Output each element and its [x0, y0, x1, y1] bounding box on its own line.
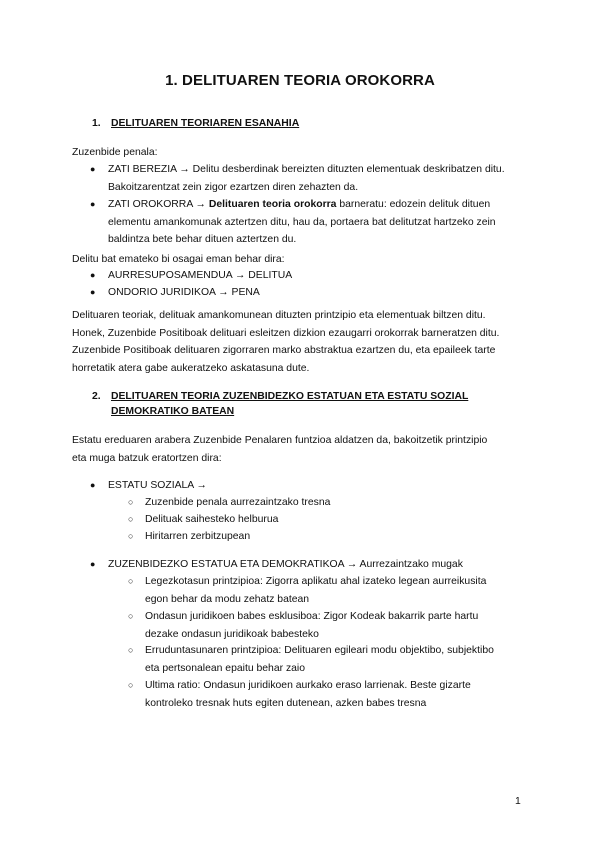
list-text: ZATI OROKORRA →	[108, 199, 209, 210]
list-item: AURRESUPOSAMENDUA → DELITUA	[108, 270, 293, 281]
sub-list-item	[145, 642, 530, 677]
paragraph-line: Honek, Zuzenbide Positiboak delituari esleitzen dizkion ezaugarri orokorrak barneratzen ditu.	[72, 327, 500, 339]
list-line: baldintza bete behar dituen aztertzen du.	[108, 234, 297, 245]
bullet-icon: ●	[90, 287, 96, 297]
section-title-line: DELITUAREN TEORIA ZUZENBIDEZKO ESTATUAN ETA ESTATU SOZIAL	[111, 391, 469, 402]
sub-list-line: dezake ondasun juridikoak babesteko	[145, 628, 319, 640]
sub-list-line: eta pertsonalean epaitu behar zaio	[145, 662, 306, 674]
list-item: ESTATU SOZIALA →	[108, 480, 207, 491]
sub-list-line: Legezkotasun printzipioa: Zigorra aplikatu ahal izateko legean aurreikusita	[145, 576, 487, 587]
paragraph	[72, 432, 532, 467]
circle-bullet-icon: ○	[128, 680, 134, 690]
paragraph-line: Delituaren teoriak, delituak amankomunean dituzten printzipio eta elementuak biltzen ditu.	[72, 310, 486, 321]
section-title-line: DEMOKRATIKO BATEAN	[111, 406, 235, 417]
paragraph-line: Zuzenbide Positiboak delituaren zigorraren marko abstraktua ezartzen du, eta epaileek tarte	[72, 345, 496, 356]
list-item	[108, 196, 533, 249]
section-number: 1.	[92, 118, 101, 129]
circle-bullet-icon: ○	[128, 514, 134, 524]
sub-list-line: Ondasun juridikoen babes esklusiboa: Zigor Kodeak bakarrik parte hartu	[145, 611, 479, 622]
paragraph-line: horretatik atera gabe aukeratzeko askatasuna dute.	[72, 362, 310, 374]
list-text: barneratu: edozein delituk dituen	[336, 199, 491, 210]
circle-bullet-icon: ○	[128, 576, 134, 586]
sub-list-line: kontroleko tresnak huts egiten dutenean, azken babes tresna	[145, 697, 427, 709]
section-title: DELITUAREN TEORIAREN ESANAHIA	[111, 118, 300, 129]
sub-list-item: Zuzenbide penala aurrezaintzako tresna	[145, 497, 331, 508]
sub-list-item: Hiritarren zerbitzupean	[145, 531, 251, 542]
bullet-icon: ●	[90, 270, 96, 280]
bullet-icon: ●	[90, 480, 96, 490]
list-item: ONDORIO JURIDIKOA → PENA	[108, 287, 260, 298]
sub-list-item: Delituak saihesteko helburua	[145, 514, 279, 525]
sub-list-item	[145, 608, 530, 643]
circle-bullet-icon: ○	[128, 645, 134, 655]
list-line	[108, 196, 533, 214]
circle-bullet-icon: ○	[128, 531, 134, 541]
circle-bullet-icon: ○	[128, 611, 134, 621]
bullet-icon: ●	[90, 164, 96, 174]
list-line: elementu amankomunak aztertzen ditu, hau da, portaera bat delitutzat hartzeko zein	[108, 216, 496, 228]
page-number: 1	[515, 796, 521, 807]
list-line: ZATI BEREZIA → Delitu desberdinak bereizten dituzten elementuak deskribatzen ditu.	[108, 164, 505, 175]
paragraph: Delitu bat emateko bi osagai eman behar dira:	[72, 254, 285, 265]
paragraph	[72, 307, 532, 377]
sub-list-line: egon behar da modu zehatz batean	[145, 593, 310, 605]
sub-list-item	[145, 573, 530, 608]
bullet-icon: ●	[90, 199, 96, 209]
sub-list-line: Ultima ratio: Ondasun juridikoen aurkako eraso larrienak. Beste gizarte	[145, 680, 471, 691]
section-number: 2.	[92, 391, 101, 402]
sub-list-line: Erruduntasunaren printzipioa: Delituaren egileari modu objektibo, subjektibo	[145, 645, 494, 656]
sub-list-item	[145, 677, 530, 712]
list-item	[108, 161, 533, 196]
circle-bullet-icon: ○	[128, 497, 134, 507]
paragraph-line: eta muga batzuk eratortzen dira:	[72, 452, 222, 464]
page-title: 1. DELITUAREN TEORIA OROKORRA	[165, 72, 435, 89]
section-title	[111, 389, 481, 419]
bold-term: Delituaren teoria orokorra	[208, 199, 337, 210]
paragraph: Zuzenbide penala:	[72, 147, 158, 158]
list-line: Bakoitzarentzat zein zigor ezartzen diren zehazten da.	[108, 181, 359, 193]
list-item: ZUZENBIDEZKO ESTATUA ETA DEMOKRATIKOA → Aurrezaintzako mugak	[108, 559, 463, 570]
bullet-icon: ●	[90, 559, 96, 569]
paragraph-line: Estatu ereduaren arabera Zuzenbide Penalaren funtzioa aldatzen da, bakoitzetik printzipio	[72, 435, 488, 446]
